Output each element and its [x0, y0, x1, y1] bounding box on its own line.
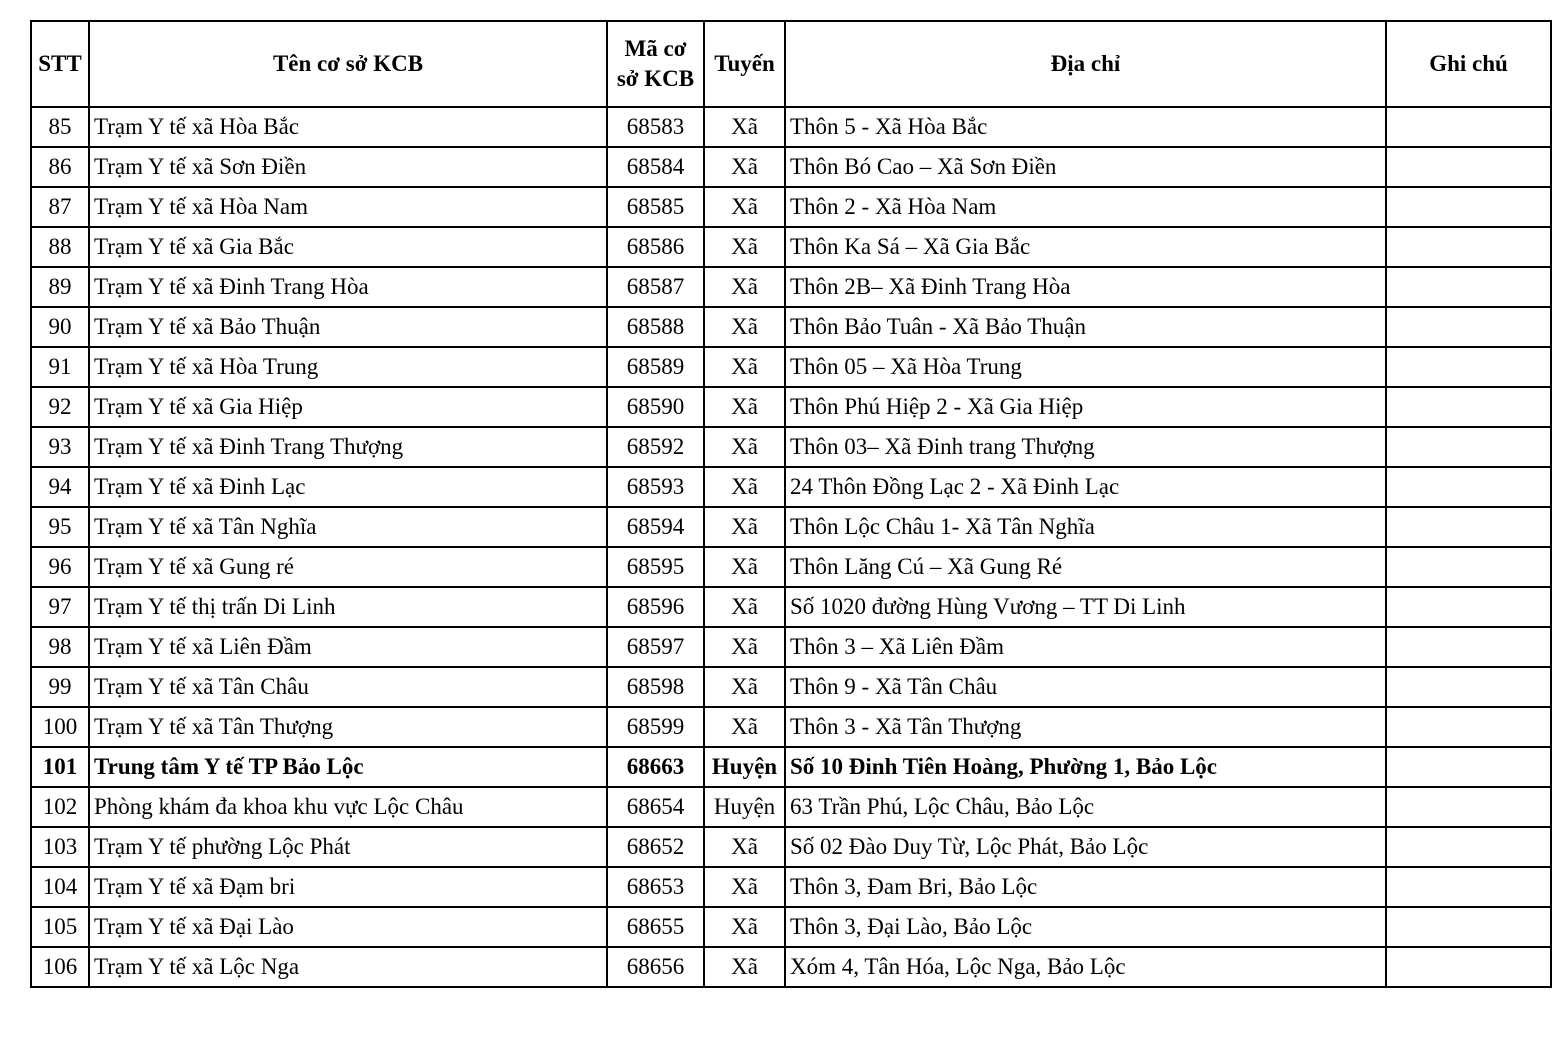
cell-facility-name: Trạm Y tế xã Tân Nghĩa [89, 507, 607, 547]
cell-facility-code: 68652 [607, 827, 704, 867]
table-row [31, 507, 1551, 547]
cell-note [1386, 427, 1551, 467]
cell-level: Xã [704, 307, 785, 347]
cell-level: Xã [704, 707, 785, 747]
header-level: Tuyến [704, 21, 785, 107]
cell-stt: 85 [31, 107, 89, 147]
table-row [31, 227, 1551, 267]
cell-address: Thôn 03– Xã Đinh trang Thượng [785, 427, 1386, 467]
cell-facility-name: Trạm Y tế xã Hòa Bắc [89, 107, 607, 147]
cell-facility-code: 68592 [607, 427, 704, 467]
cell-note [1386, 907, 1551, 947]
cell-facility-code: 68663 [607, 747, 704, 787]
cell-stt: 93 [31, 427, 89, 467]
cell-note [1386, 107, 1551, 147]
facility-table [30, 20, 1552, 988]
cell-stt: 91 [31, 347, 89, 387]
cell-note [1386, 587, 1551, 627]
header-note: Ghi chú [1386, 21, 1551, 107]
cell-facility-code: 68655 [607, 907, 704, 947]
cell-note [1386, 347, 1551, 387]
cell-note [1386, 707, 1551, 747]
cell-facility-name: Trạm Y tế xã Đinh Lạc [89, 467, 607, 507]
cell-note [1386, 467, 1551, 507]
cell-address: Số 02 Đào Duy Từ, Lộc Phát, Bảo Lộc [785, 827, 1386, 867]
cell-address: 63 Trần Phú, Lộc Châu, Bảo Lộc [785, 787, 1386, 827]
cell-note [1386, 187, 1551, 227]
cell-facility-code: 68596 [607, 587, 704, 627]
cell-stt: 95 [31, 507, 89, 547]
table-row [31, 827, 1551, 867]
cell-note [1386, 227, 1551, 267]
cell-facility-code: 68653 [607, 867, 704, 907]
cell-stt: 105 [31, 907, 89, 947]
cell-facility-name: Trạm Y tế xã Hòa Trung [89, 347, 607, 387]
cell-stt: 106 [31, 947, 89, 987]
cell-stt: 88 [31, 227, 89, 267]
cell-facility-code: 68594 [607, 507, 704, 547]
cell-note [1386, 787, 1551, 827]
cell-level: Huyện [704, 787, 785, 827]
cell-facility-name: Trạm Y tế phường Lộc Phát [89, 827, 607, 867]
cell-level: Xã [704, 467, 785, 507]
cell-stt: 102 [31, 787, 89, 827]
cell-facility-name: Trung tâm Y tế TP Bảo Lộc [89, 747, 607, 787]
cell-note [1386, 507, 1551, 547]
cell-address: 24 Thôn Đồng Lạc 2 - Xã Đinh Lạc [785, 467, 1386, 507]
cell-stt: 97 [31, 587, 89, 627]
table-row [31, 267, 1551, 307]
cell-level: Xã [704, 387, 785, 427]
cell-level: Xã [704, 867, 785, 907]
cell-level: Xã [704, 427, 785, 467]
cell-address: Xóm 4, Tân Hóa, Lộc Nga, Bảo Lộc [785, 947, 1386, 987]
cell-facility-code: 68593 [607, 467, 704, 507]
header-facility-code: Mã cơ sở KCB [607, 21, 704, 107]
cell-facility-name: Trạm Y tế xã Đạm bri [89, 867, 607, 907]
cell-address: Thôn Bảo Tuân - Xã Bảo Thuận [785, 307, 1386, 347]
cell-level: Xã [704, 947, 785, 987]
cell-address: Thôn Ka Sá – Xã Gia Bắc [785, 227, 1386, 267]
cell-note [1386, 947, 1551, 987]
cell-facility-code: 68598 [607, 667, 704, 707]
cell-address: Thôn 2 - Xã Hòa Nam [785, 187, 1386, 227]
table-row [31, 307, 1551, 347]
table-row [31, 707, 1551, 747]
table-row [31, 947, 1551, 987]
cell-level: Xã [704, 827, 785, 867]
cell-address: Thôn 5 - Xã Hòa Bắc [785, 107, 1386, 147]
cell-facility-name: Trạm Y tế xã Bảo Thuận [89, 307, 607, 347]
cell-address: Thôn 2B– Xã Đinh Trang Hòa [785, 267, 1386, 307]
cell-facility-code: 68585 [607, 187, 704, 227]
cell-note [1386, 627, 1551, 667]
table-row [31, 427, 1551, 467]
cell-facility-name: Trạm Y tế xã Gia Hiệp [89, 387, 607, 427]
table-row [31, 907, 1551, 947]
cell-stt: 100 [31, 707, 89, 747]
table-row [31, 747, 1551, 787]
cell-facility-code: 68595 [607, 547, 704, 587]
cell-facility-name: Trạm Y tế xã Tân Châu [89, 667, 607, 707]
cell-stt: 94 [31, 467, 89, 507]
cell-level: Xã [704, 547, 785, 587]
cell-level: Xã [704, 347, 785, 387]
cell-facility-name: Trạm Y tế xã Sơn Điền [89, 147, 607, 187]
table-row [31, 147, 1551, 187]
cell-level: Xã [704, 227, 785, 267]
cell-level: Xã [704, 907, 785, 947]
cell-facility-name: Trạm Y tế thị trấn Di Linh [89, 587, 607, 627]
cell-address: Thôn Lộc Châu 1- Xã Tân Nghĩa [785, 507, 1386, 547]
cell-facility-name: Trạm Y tế xã Gung ré [89, 547, 607, 587]
header-stt: STT [31, 21, 89, 107]
cell-address: Thôn Lăng Cú – Xã Gung Ré [785, 547, 1386, 587]
table-body [31, 107, 1551, 987]
cell-facility-code: 68590 [607, 387, 704, 427]
table-row [31, 867, 1551, 907]
cell-facility-name: Trạm Y tế xã Đại Lào [89, 907, 607, 947]
cell-level: Xã [704, 187, 785, 227]
cell-address: Thôn 3 – Xã Liên Đầm [785, 627, 1386, 667]
cell-stt: 101 [31, 747, 89, 787]
cell-note [1386, 267, 1551, 307]
cell-facility-code: 68597 [607, 627, 704, 667]
cell-address: Thôn 3, Đại Lào, Bảo Lộc [785, 907, 1386, 947]
cell-level: Xã [704, 627, 785, 667]
cell-level: Xã [704, 107, 785, 147]
cell-facility-code: 68656 [607, 947, 704, 987]
cell-stt: 90 [31, 307, 89, 347]
table-row [31, 347, 1551, 387]
cell-address: Thôn Phú Hiệp 2 - Xã Gia Hiệp [785, 387, 1386, 427]
cell-facility-name: Trạm Y tế xã Lộc Nga [89, 947, 607, 987]
cell-note [1386, 747, 1551, 787]
cell-stt: 98 [31, 627, 89, 667]
cell-facility-name: Trạm Y tế xã Đinh Trang Hòa [89, 267, 607, 307]
cell-stt: 87 [31, 187, 89, 227]
cell-level: Xã [704, 667, 785, 707]
table-row [31, 387, 1551, 427]
cell-facility-code: 68584 [607, 147, 704, 187]
cell-facility-code: 68599 [607, 707, 704, 747]
cell-stt: 92 [31, 387, 89, 427]
cell-note [1386, 547, 1551, 587]
table-row [31, 667, 1551, 707]
cell-facility-code: 68583 [607, 107, 704, 147]
cell-facility-name: Trạm Y tế xã Liên Đầm [89, 627, 607, 667]
cell-stt: 96 [31, 547, 89, 587]
cell-note [1386, 387, 1551, 427]
table-row [31, 467, 1551, 507]
table-row [31, 187, 1551, 227]
cell-address: Số 10 Đinh Tiên Hoàng, Phường 1, Bảo Lộc [785, 747, 1386, 787]
cell-stt: 99 [31, 667, 89, 707]
cell-note [1386, 827, 1551, 867]
table-row [31, 547, 1551, 587]
cell-facility-code: 68586 [607, 227, 704, 267]
cell-facility-name: Trạm Y tế xã Đinh Trang Thượng [89, 427, 607, 467]
header-facility-name: Tên cơ sở KCB [89, 21, 607, 107]
cell-stt: 103 [31, 827, 89, 867]
table-row [31, 587, 1551, 627]
cell-address: Thôn 3, Đam Bri, Bảo Lộc [785, 867, 1386, 907]
header-row [31, 21, 1551, 107]
cell-level: Xã [704, 587, 785, 627]
cell-facility-name: Trạm Y tế xã Hòa Nam [89, 187, 607, 227]
cell-address: Thôn 05 – Xã Hòa Trung [785, 347, 1386, 387]
cell-address: Thôn 3 - Xã Tân Thượng [785, 707, 1386, 747]
cell-stt: 89 [31, 267, 89, 307]
cell-address: Thôn 9 - Xã Tân Châu [785, 667, 1386, 707]
cell-level: Xã [704, 147, 785, 187]
cell-note [1386, 147, 1551, 187]
cell-facility-name: Trạm Y tế xã Gia Bắc [89, 227, 607, 267]
table-row [31, 627, 1551, 667]
cell-stt: 86 [31, 147, 89, 187]
cell-note [1386, 867, 1551, 907]
cell-note [1386, 307, 1551, 347]
cell-facility-code: 68589 [607, 347, 704, 387]
cell-address: Thôn Bó Cao – Xã Sơn Điền [785, 147, 1386, 187]
cell-facility-name: Phòng khám đa khoa khu vực Lộc Châu [89, 787, 607, 827]
cell-facility-code: 68654 [607, 787, 704, 827]
cell-note [1386, 667, 1551, 707]
cell-facility-code: 68588 [607, 307, 704, 347]
cell-facility-code: 68587 [607, 267, 704, 307]
cell-level: Huyện [704, 747, 785, 787]
table-row [31, 107, 1551, 147]
table-row [31, 787, 1551, 827]
header-address: Địa chỉ [785, 21, 1386, 107]
cell-level: Xã [704, 267, 785, 307]
cell-stt: 104 [31, 867, 89, 907]
cell-facility-name: Trạm Y tế xã Tân Thượng [89, 707, 607, 747]
cell-address: Số 1020 đường Hùng Vương – TT Di Linh [785, 587, 1386, 627]
cell-level: Xã [704, 507, 785, 547]
